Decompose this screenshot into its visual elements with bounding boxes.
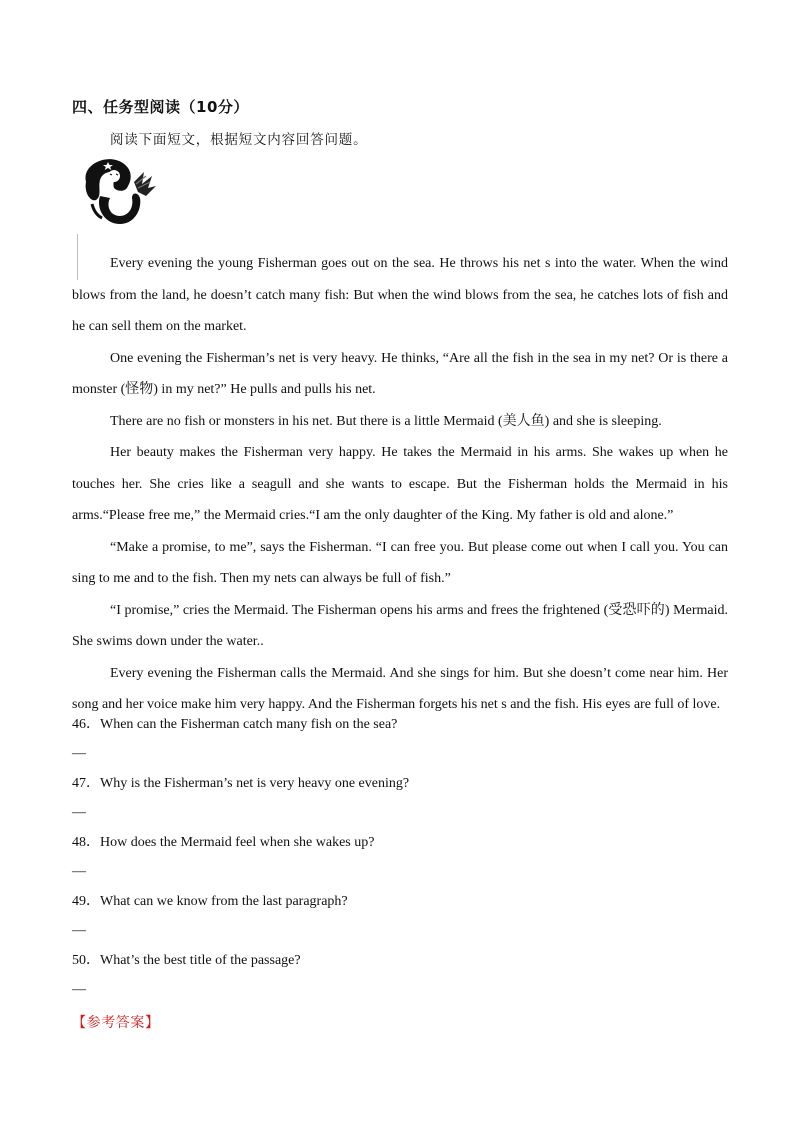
passage-paragraph: Her beauty makes the Fisherman very happy. He takes the Mermaid in his arms. She wakes up when he touches her. She cries like a seagull and she wants to escape. But the Fisherman holds the Mermaid in his arms.“Please free me,” the Mermaid cries.“I am the only daughter of the King. My father is old and alone.” <box>72 445 728 523</box>
passage-paragraph: “I promise,” cries the Mermaid. The Fisherman opens his arms and frees the frightened (受恐吓的) Mermaid. She swims down under the water.. <box>72 602 728 649</box>
question-49: 49．What can we know from the last paragraph? <box>72 894 348 909</box>
question-48: 48．How does the Mermaid feel when she wakes up? <box>72 835 375 850</box>
passage-paragraph: One evening the Fisherman’s net is very heavy. He thinks, “Are all the fish in the sea in my net? Or is there a monster (怪物) in my net?” He pulls and pulls his net. <box>72 350 728 397</box>
answer-blank[interactable]: — <box>72 864 86 879</box>
reading-passage <box>72 248 728 721</box>
answer-blank[interactable]: — <box>72 923 86 938</box>
question-50: 50．What’s the best title of the passage? <box>72 953 301 968</box>
passage-paragraph: There are no fish or monsters in his net. But there is a little Mermaid (美人鱼) and she is sleeping. <box>110 413 662 429</box>
passage-paragraph: “Make a promise, to me”, says the Fisherman. “I can free you. But please come out when I call you. You can sing to me and to the fish. Then my nets can always be full of fish.” <box>72 539 728 586</box>
passage-paragraph: Every evening the Fisherman calls the Mermaid. And she sings for him. But she doesn’t come near him. Her song and her voice make him very happy. And the Fisherman forgets his net s and the fish. His eyes are full of love. <box>72 665 728 712</box>
passage-paragraph: Every evening the young Fisherman goes out on the sea. He throws his net s into the water. When the wind blows from the land, he doesn’t catch many fish: But when the wind blows from the sea, he catches lots of fish and he can sell them on the market. <box>72 256 728 334</box>
instruction-text: 阅读下面短文，根据短文内容回答问题。 <box>110 132 368 148</box>
section-title: 四、任务型阅读（10分） <box>72 98 249 116</box>
question-list <box>72 710 728 1005</box>
answer-blank[interactable]: — <box>72 746 86 761</box>
mermaid-illustration-icon <box>72 152 164 230</box>
question-47: 47．Why is the Fisherman’s net is very heavy one evening? <box>72 776 410 791</box>
answer-key-heading: 【参考答案】 <box>72 1015 160 1031</box>
answer-blank[interactable]: — <box>72 982 86 997</box>
answer-blank[interactable]: — <box>72 805 86 820</box>
question-46: 46．When can the Fisherman catch many fish on the sea? <box>72 717 398 732</box>
